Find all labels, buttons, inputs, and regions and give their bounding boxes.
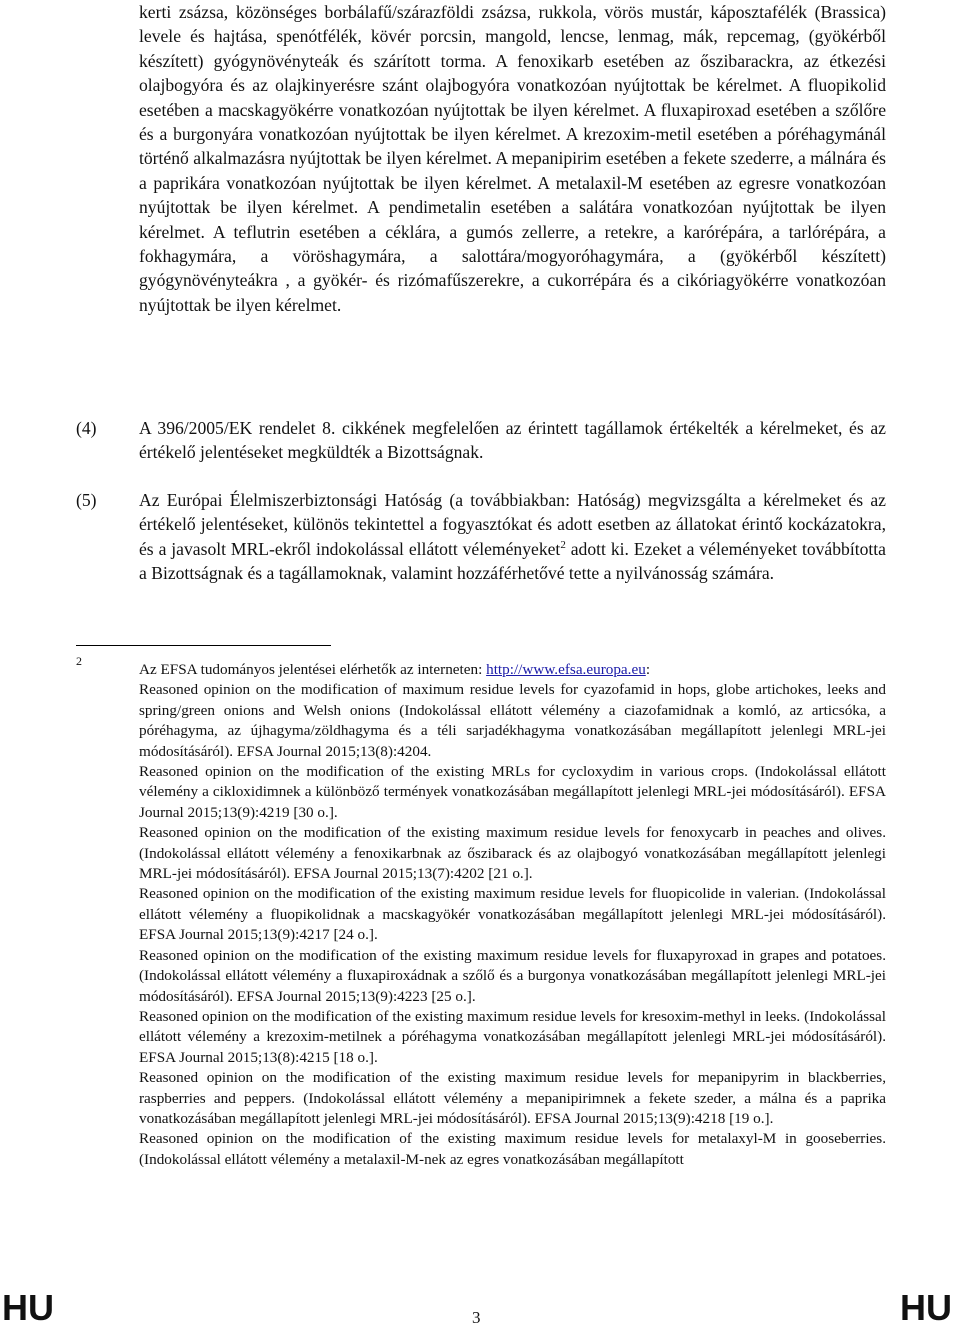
page-number: 3: [472, 1308, 481, 1327]
continued-paragraph: kerti zsázsa, közönséges borbálafű/szárazföldi zsázsa, rukkola, vörös mustár, káposztafélék (Brassica) levele és hajtása, spenótfélék, kövér porcsin, mangold, lencse, lenmag, mák, repcemag, (gyökérből készített) gyógynövényteák és szárított torma. A fenoxikarb esetében az őszibarackra, az étkezési olajbogyóra és az olajkinyerésre szánt olajbogyóra vonatkozóan nyújtottak be kérelmet. A fluopikolid esetében a macskagyökérre vonatkozóan nyújtottak be ilyen kérelmet. A fluxapiroxad esetében a szőlőre és a burgonyára vonatkozóan nyújtottak be ilyen kérelmet. A krezoxim-metil esetében a póréhagymánál történő alkalmazásra nyújtottak be ilyen kérelmet. A mepanipirim esetében a fekete szederre, a málnára és a paprikára vonatkozóan nyújtottak be ilyen kérelmet. A metalaxil-M esetében az egresre vonatkozóan nyújtottak be ilyen kérelmet. A pendimetalin esetében a salátára vonatkozóan nyújtottak be ilyen kérelmet. A teflutrin esetében a céklára, a gumós zellerre, a retekre, a karórépára, a tarlórépára, a fokhagymára, a vöröshagymára, a salottára/mogyoróhagymára, a (gyökérből készített) gyógynövényteákra , a gyökér- és rizómafűszerekre, a cukorrépára és a cikóriagyökérre vonatkozóan nyújtottak be ilyen kérelmet.: [139, 2, 886, 315]
footnote-reference[interactable]: 2: [560, 538, 566, 551]
footnote-separator: [76, 645, 331, 646]
footnote-entry: Reasoned opinion on the modification of the existing maximum residue levels for fluxapyroxad in grapes and potatoes. (Indokolással ellátott vélemény a fluxapiroxádnak a szőlő és a burgonya vonatkozásában megállapított jelenlegi MRL-jei módosításáról). EFSA Journal 2015;13(9):4223 [25 o.].: [139, 946, 886, 1005]
footnote-intro-end: :: [645, 661, 651, 678]
footnote-entry: Reasoned opinion on the modification of the existing maximum residue levels for kresoxim-methyl in leeks. (Indokolással ellátott vélemény a krezoxim-metilnek a póréhagyma vonatkozásában megállapított jelenlegi MRL-jei módosításáról). EFSA Journal 2015;13(8):4215 [18 o.].: [139, 1007, 886, 1066]
footnote-entry: Reasoned opinion on the modification of the existing MRLs for cycloxydim in various crops. (Indokolással ellátott vélemény a cikloxidimnek a különböző termények vonatkozásában megállapított jelenlegi MRL-jei módosításáról). EFSA Journal 2015;13(9):4219 [30 o.].: [139, 763, 886, 821]
paragraph-number: (5): [76, 490, 97, 510]
language-code-left: HU: [2, 1287, 54, 1328]
footnote-entry: Reasoned opinion on the modification of the existing maximum residue levels for metalaxyl-M in gooseberries. (Indokolással ellátott vélemény a metalaxil-M-nek az egres vonatkozásában megállapított: [139, 1130, 886, 1168]
paragraph-text-part: adott ki. Ezeket a véleményeket továbbította a Bizottságnak és a tagállamoknak, valamint hozzáférhetővé tette a nyilvánosság számára.: [139, 538, 886, 584]
footnote-intro: [139, 660, 886, 680]
paragraph-5: [76, 488, 886, 586]
footnote-entry: Reasoned opinion on the modification of the existing maximum residue levels for fluopicolide in valerian. (Indokolással ellátott vélemény a fluopikolidnak a macskagyökér vonatkozásában megállapított jelenlegi MRL-jei módosításáról). EFSA Journal 2015;13(9):4217 [24 o.].: [139, 885, 886, 944]
footnote-marker: 2: [76, 654, 82, 668]
footnote-entry: Reasoned opinion on the modification of maximum residue levels for cyazofamid in hops, globe artichokes, leeks and spring/green onions and Welsh onions (Indokolással ellátott vélemény a ciazofamidnak a komló, az articsóka, a póréhagyma, az újhagyma/zöldhagyma és a téli sarjadékhagyma vonatkozásában megállapított jelenlegi MRL-jei módosításáról). EFSA Journal 2015;13(8):4204.: [139, 681, 886, 760]
paragraph-text-part: Az Európai Élelmiszerbiztonsági Hatóság (a továbbiakban: Hatóság) megvizsgálta a kérelmeket és az értékelő jelentéseket, különös tekintettel a fogyasztókat és adott esetben az állatokat érintő kockázatokra, és a javasolt MRL-ekről indokolással ellátott véleményeket: [139, 490, 886, 559]
paragraph-text: A 396/2005/EK rendelet 8. cikkének megfelelően az érintett tagállamok értékelték a kérelmeket, és az értékelő jelentéseket megküldték a Bizottságnak.: [139, 418, 886, 463]
footnote-entry: Reasoned opinion on the modification of the existing maximum residue levels for fenoxycarb in peaches and olives. (Indokolással ellátott vélemény a fenoxikarbnak az őszibarack és az olajbogyó vonatkozásában megállapított jelenlegi MRL-jei módosításáról). EFSA Journal 2015;13(7):4202 [21 o.].: [139, 824, 886, 883]
footnote-entry: Reasoned opinion on the modification of the existing maximum residue levels for mepanipyrim in blackberries, raspberries and peppers. (Indokolással ellátott vélemény a mepanipirimnek a fekete szeder, a málna és a paprika vonatkozásában megállapított jelenlegi MRL-jei módosításáról). EFSA Journal 2015;13(9):4218 [19 o.].: [139, 1069, 886, 1127]
footnote-body: [139, 660, 886, 1170]
efsa-link[interactable]: http://www.efsa.europa.eu: [486, 661, 646, 678]
paragraph-4: [76, 416, 886, 465]
language-code-right: HU: [900, 1287, 952, 1328]
footnote-intro-text: Az EFSA tudományos jelentései elérhetők az interneten:: [139, 661, 487, 678]
paragraph-text: [139, 488, 886, 586]
paragraph-number: (4): [76, 418, 97, 438]
